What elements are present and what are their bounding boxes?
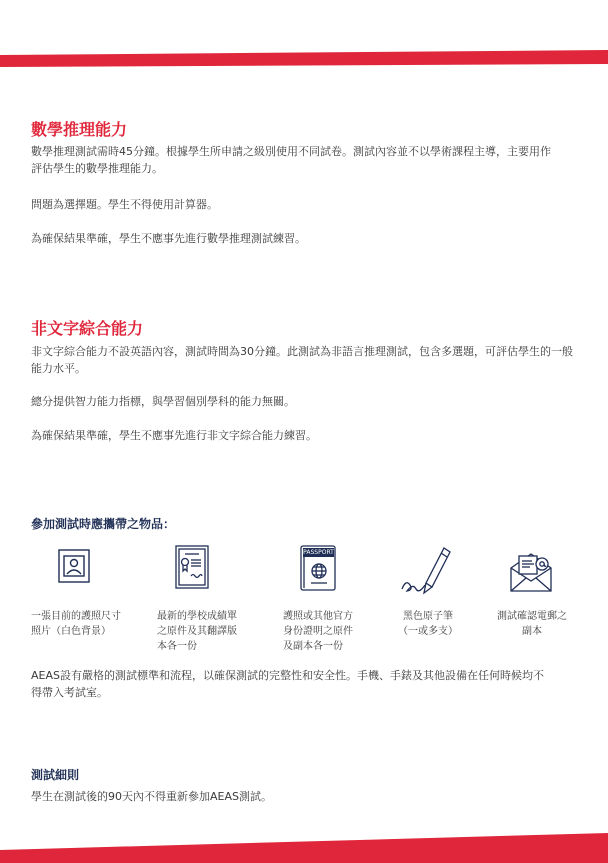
items-heading: 參加測試時應攜帶之物品： bbox=[31, 517, 176, 531]
caption-transcript: 最新的學校成績單 之原件及其翻譯版 本各一份 bbox=[157, 611, 237, 652]
passport-icon bbox=[300, 545, 336, 591]
caption-photo: 一張目前的護照尺寸 照片（白色背景） bbox=[31, 611, 121, 637]
caption-passport: 護照或其他官方 身份證明之原件 及副本各一份 bbox=[283, 611, 353, 652]
math-paragraph-3: 為確保結果準確，學生不應事先進行數學推理測試練習。 bbox=[31, 232, 306, 245]
pen-icon bbox=[400, 545, 454, 597]
certificate-icon bbox=[175, 545, 209, 589]
math-paragraph-1: 數學推理測試需時45分鐘。根據學生所申請之級別使用不同試卷。測試內容並不以學術課程主導，主要用作評估學生的數學推理能力。 bbox=[31, 145, 551, 175]
passport-badge: PASSPORT bbox=[303, 549, 334, 556]
nonverbal-paragraph-3: 為確保結果準確，學生不應事先進行非文字綜合能力練習。 bbox=[31, 429, 317, 442]
caption-email: 測試確認電郵之 副本 bbox=[497, 611, 567, 637]
email-icon bbox=[510, 550, 552, 592]
nonverbal-paragraph-1: 非文字綜合能力不設英語內容，測試時間為30分鐘。此測試為非語言推理測試，包含多選題，可評估學生的一般能力水平。 bbox=[31, 345, 573, 375]
bottom-red-stripe bbox=[0, 833, 608, 863]
rules-heading: 測試細則 bbox=[31, 768, 80, 782]
items-note: AEAS設有嚴格的測試標準和流程，以確保測試的完整性和安全性。手機、手錶及其他設備在任何時候均不得帶入考試室。 bbox=[31, 669, 544, 699]
section-title-math: 數學推理能力 bbox=[31, 120, 128, 139]
caption-pen: 黑色原子筆 （一或多支） bbox=[398, 611, 458, 637]
math-paragraph-2: 問題為選擇題。學生不得使用計算器。 bbox=[31, 198, 218, 211]
nonverbal-paragraph-2: 總分提供智力能力指標，與學習個別學科的能力無關。 bbox=[31, 395, 295, 408]
section-title-nonverbal: 非文字綜合能力 bbox=[31, 319, 144, 338]
rules-text: 學生在測試後的90天內不得重新參加AEAS測試。 bbox=[31, 790, 272, 803]
top-red-stripe bbox=[0, 50, 608, 70]
photo-frame-icon bbox=[58, 549, 90, 583]
